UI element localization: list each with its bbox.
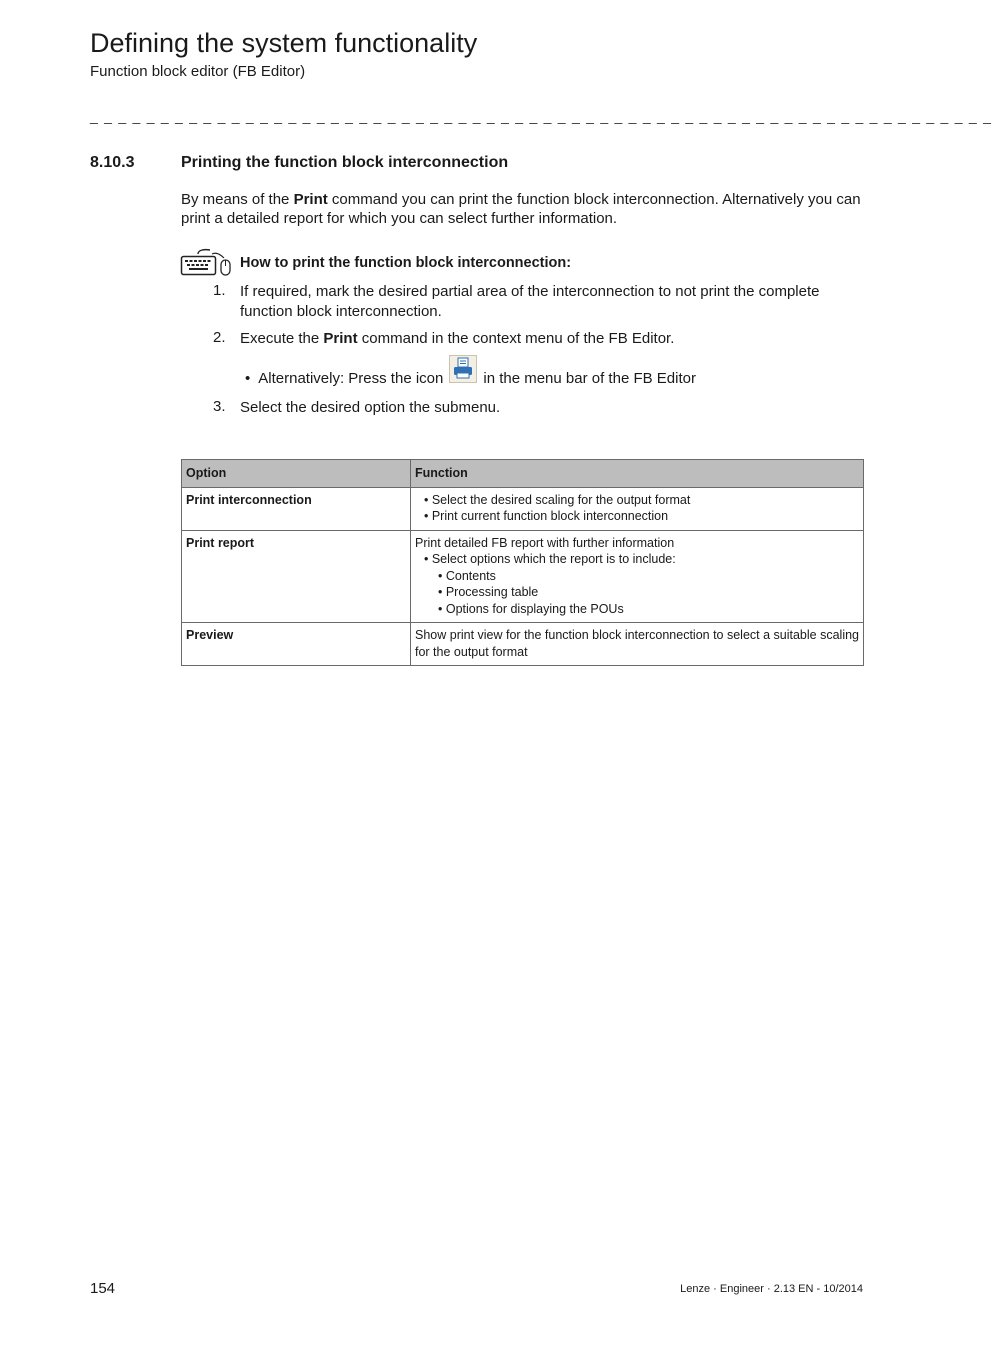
section-number: 8.10.3: [90, 154, 135, 171]
separator-line: _ _ _ _ _ _ _ _ _ _ _ _ _ _ _ _ _ _ _ _ _ _ _ _ _ _ _ _ _ _ _ _ _ _ _ _ _ _ _ _ _ _ _ _ _ _ _ _ _ _ _ _ _ _ _ _ _ _ _ _ _ _ _ _: [90, 108, 992, 124]
function-line: Show print view for the function block interconnection to select a suitable scaling for the output format: [415, 628, 859, 659]
function-cell: [411, 487, 864, 530]
bullet-dot: •: [245, 370, 251, 387]
step-3-text: Select the desired option the submenu.: [240, 399, 501, 416]
page-title: Defining the system functionality: [90, 28, 478, 58]
function-line: • Select options which the report is to include:: [424, 552, 676, 566]
intro-bold-command: Print: [293, 191, 328, 208]
page-number: 154: [90, 1280, 116, 1297]
function-line: • Print current function block interconnection: [424, 509, 669, 523]
function-line: Print detailed FB report with further information: [415, 535, 675, 550]
bullet-text-post: in the menu bar of the FB Editor: [483, 370, 696, 387]
table-row: [182, 487, 864, 530]
function-subline: • Contents: [438, 568, 496, 583]
bullet-text-pre: Alternatively: Press the icon: [258, 370, 444, 387]
function-cell: [411, 623, 864, 666]
section-title: Printing the function block interconnection: [181, 154, 509, 171]
function-subline: • Processing table: [438, 585, 539, 599]
table-header-row: [182, 460, 864, 488]
keyboard-mouse-icon: [180, 248, 232, 278]
option-cell: Preview: [182, 623, 411, 666]
page-subtitle: Function block editor (FB Editor): [90, 63, 306, 80]
step-3-number: 3.: [213, 398, 226, 415]
step-2-bullet: [245, 355, 696, 387]
print-icon: [449, 355, 477, 383]
function-cell: [411, 530, 864, 623]
column-header-function: Function: [411, 460, 864, 488]
table-row: [182, 623, 864, 666]
footer-publication-info: Lenze · Engineer · 2.13 EN - 10/2014: [680, 1283, 863, 1295]
intro-text: By means of the: [181, 191, 294, 208]
function-subline: • Options for displaying the POUs: [438, 601, 624, 616]
step-2-bold-command: Print: [323, 330, 358, 347]
step-2-text-pre: Execute the: [240, 330, 324, 347]
step-2-number: 2.: [213, 329, 226, 346]
intro-paragraph: [181, 190, 866, 228]
step-1-number: 1.: [213, 282, 226, 299]
option-cell: Print report: [182, 530, 411, 623]
column-header-option: Option: [182, 460, 411, 488]
intro-text-rest: command you can print the function block interconnection. Alternatively you can print a detailed report for which you can select further information.: [181, 191, 861, 227]
option-cell: Print interconnection: [182, 487, 411, 530]
function-line: • Select the desired scaling for the output format: [424, 492, 691, 507]
step-2-text-post: command in the context menu of the FB Editor.: [357, 330, 675, 347]
step-2-text: [240, 329, 865, 349]
table-row: [182, 530, 864, 623]
options-table: [181, 459, 864, 666]
step-1-text: If required, mark the desired partial area of the interconnection to not print the complete function block interconnection.: [240, 283, 820, 320]
howto-title: How to print the function block interconnection:: [240, 255, 572, 271]
